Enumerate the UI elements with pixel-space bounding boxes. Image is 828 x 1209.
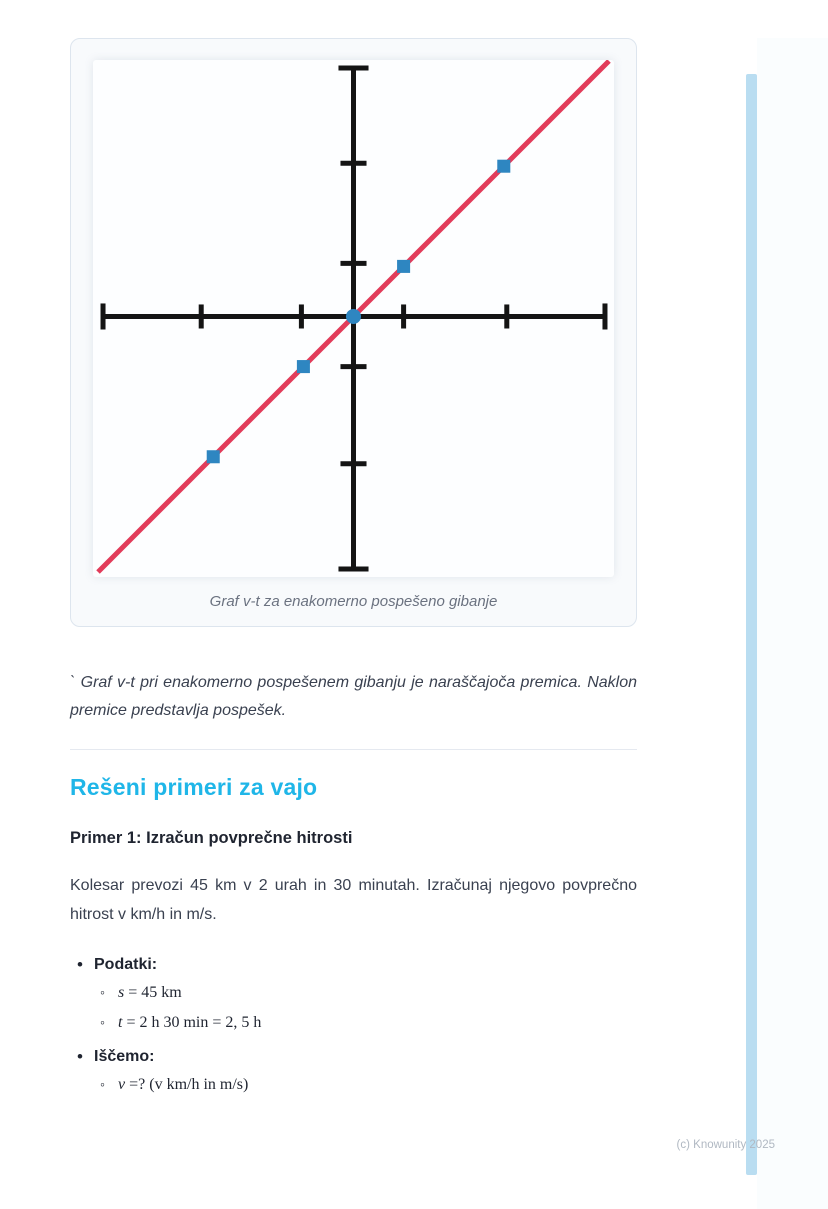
- math-var-t: t: [118, 1014, 123, 1032]
- figure-caption: Graf v-t za enakomerno pospešeno gibanje: [209, 592, 498, 610]
- math-var-s: s: [118, 984, 125, 1002]
- section-title: Rešeni primeri za vajo: [70, 774, 318, 801]
- podatki-label: Podatki:: [94, 956, 158, 974]
- page-content: [70, 38, 637, 1094]
- scrollbar-track: [757, 38, 828, 1209]
- math-var-v: v: [118, 1076, 126, 1094]
- math-rest-s: = 45 km: [124, 984, 182, 1002]
- list-item-s-value: [94, 984, 637, 1002]
- note-text: ` Graf v-t pri enakomerno pospešenem gibanju je naraščajoča premica. Naklon premice predstavlja pospešek.: [70, 674, 637, 720]
- section-divider: [70, 749, 637, 750]
- copyright-text: (c) Knowunity 2025: [676, 1139, 775, 1151]
- list-item-podatki: [70, 956, 637, 1032]
- iscemo-sublist: [94, 1076, 637, 1094]
- list-item-v-value: [94, 1076, 637, 1094]
- vt-graph-panel: [93, 60, 614, 577]
- list-item-t-value: [94, 1014, 637, 1032]
- math-rest-v: =? (v km/h in m/s): [125, 1076, 249, 1094]
- list-item-iscemo: [70, 1048, 637, 1094]
- scrollbar-thumb[interactable]: [746, 74, 757, 1175]
- problem-text: Kolesar prevozi 45 km v 2 urah in 30 minutah. Izračunaj njegovo povprečno hitrost v km/h in m/s.: [70, 877, 637, 924]
- data-list: [70, 956, 637, 1094]
- vt-graph: [93, 60, 614, 577]
- figure-card: [70, 38, 637, 627]
- math-rest-t: = 2 h 30 min = 2, 5 h: [122, 1014, 262, 1032]
- podatki-sublist: [94, 984, 637, 1032]
- example-title: Primer 1: Izračun povprečne hitrosti: [70, 829, 353, 848]
- iscemo-label: Iščemo:: [94, 1048, 155, 1066]
